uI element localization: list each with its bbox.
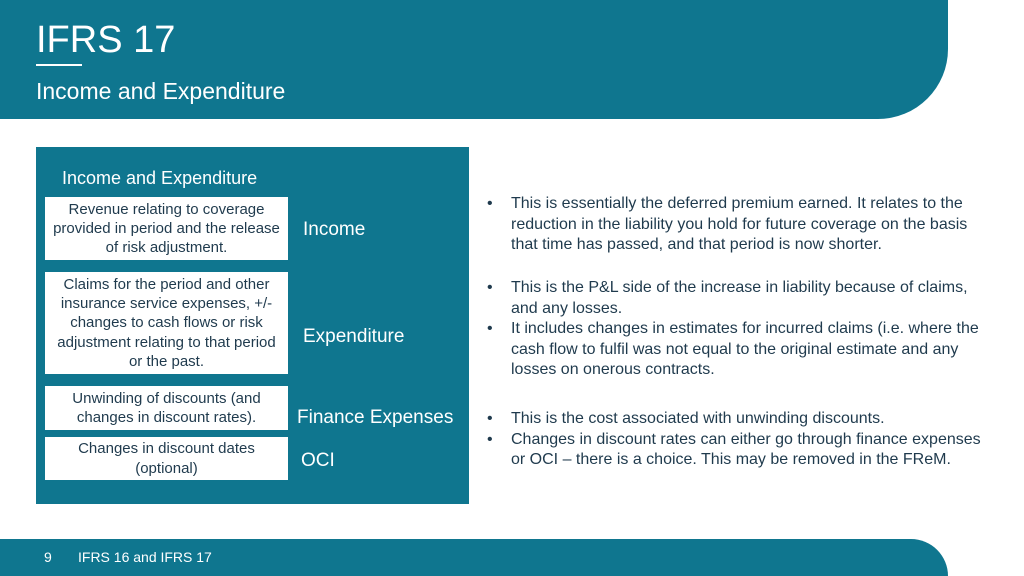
expenditure-notes bbox=[484, 278, 994, 381]
unwinding-box-text: Unwinding of discounts (and changes in discount rates). bbox=[72, 389, 261, 426]
finance-note: • This is the cost associated with unwinding discounts. bbox=[484, 409, 994, 430]
finance-expenses-label: Finance Expenses bbox=[297, 407, 454, 428]
finance-note: • Changes in discount rates can either go through finance expenses or OCI – there is a choice. This may be removed in the FReM. bbox=[484, 430, 994, 471]
claims-box bbox=[45, 272, 288, 374]
panel-heading: Income and Expenditure bbox=[62, 168, 258, 188]
discount-dates-box-text: Changes in discount dates (optional) bbox=[78, 440, 255, 477]
revenue-box bbox=[45, 197, 288, 260]
footer-text: IFRS 16 and IFRS 17 bbox=[78, 549, 212, 565]
unwinding-box bbox=[45, 386, 288, 430]
oci-label: OCI bbox=[301, 450, 335, 471]
discount-dates-box bbox=[45, 437, 288, 480]
title-underline bbox=[36, 64, 82, 66]
expenditure-note: • This is the P&L side of the increase in liability because of claims, and any losses. bbox=[484, 278, 994, 319]
page-title: IFRS 17 bbox=[36, 19, 176, 61]
claims-box-text: Claims for the period and other insurance service expenses, +/- changes to cash flows or risk adjustment relating to that period or the past. bbox=[57, 275, 276, 370]
finance-notes bbox=[484, 409, 994, 471]
expenditure-note: • It includes changes in estimates for incurred claims (i.e. where the cash flow to fulfil was not equal to the original estimate and any losses on onerous contracts. bbox=[484, 319, 994, 381]
income-note: • This is essentially the deferred premium earned. It relates to the reduction in the liability you hold for future coverage on the basis that time has passed, and that period is now shorter. bbox=[484, 194, 994, 256]
income-label: Income bbox=[303, 219, 366, 240]
page-subtitle: Income and Expenditure bbox=[36, 78, 286, 104]
page-number: 9 bbox=[44, 549, 52, 565]
income-notes bbox=[484, 194, 994, 256]
expenditure-label: Expenditure bbox=[303, 326, 405, 347]
revenue-box-text: Revenue relating to coverage provided in period and the release of risk adjustment. bbox=[53, 200, 280, 257]
